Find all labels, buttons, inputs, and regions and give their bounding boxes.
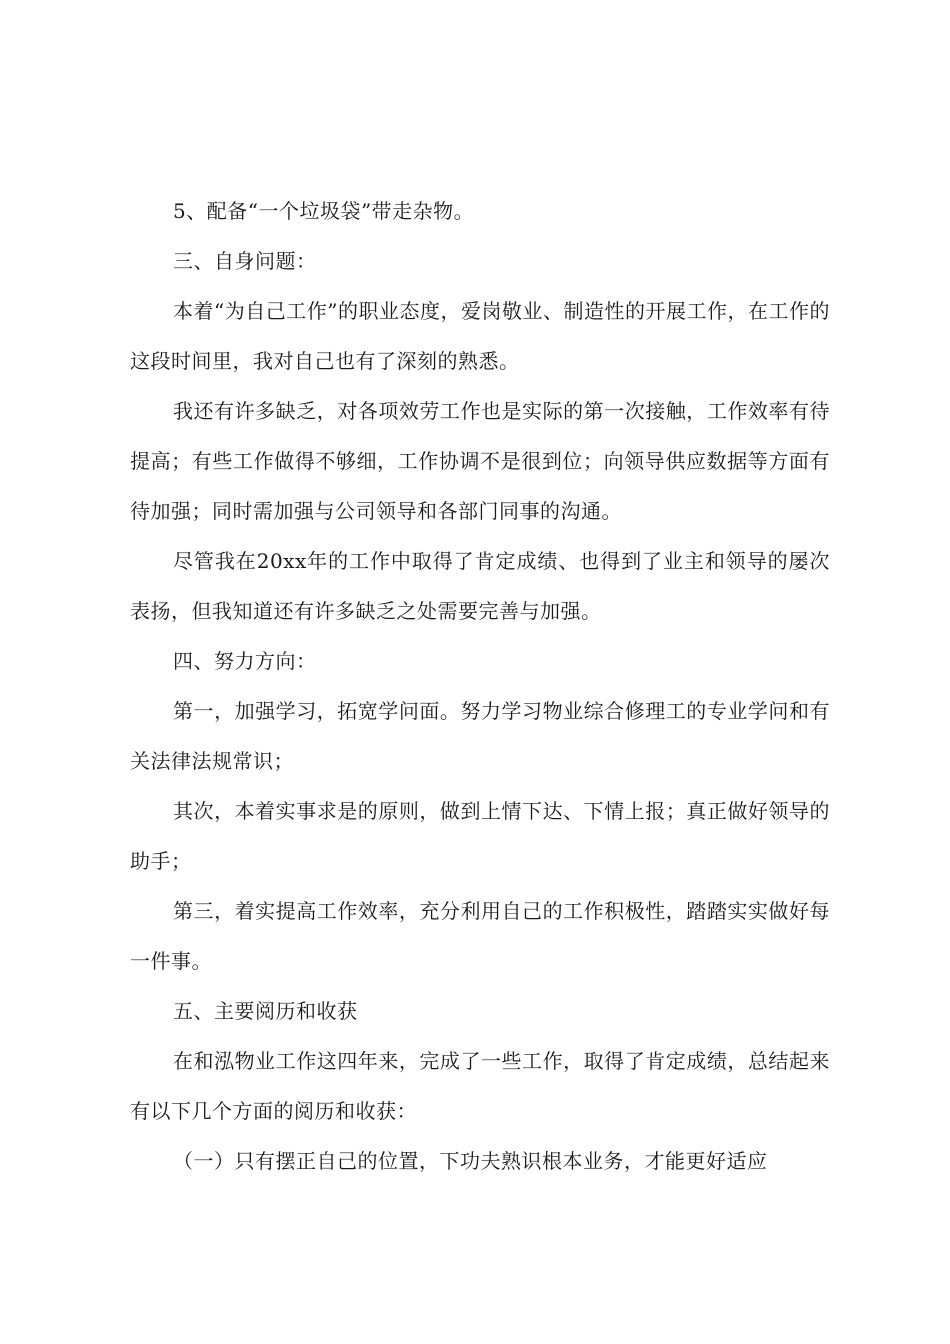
- section-heading-self-problems: 三、自身问题：: [173, 249, 317, 273]
- paragraph-item-5-garbage-bag: 5、配备“一个垃圾袋”带走杂物。: [173, 199, 475, 223]
- paragraph-second-principle: 其次，本着实事求是的原则，做到上情下达、下情上报；真正做好领导的助手；: [130, 799, 830, 873]
- section-heading-experience-gains: 五、主要阅历和收获: [173, 999, 358, 1023]
- paragraph-work-attitude: 本着“为自己工作”的职业态度，爱岗敬业、制造性的开展工作，在工作的这段时间里，我对自己也有了深刻的熟悉。: [130, 299, 830, 373]
- paragraph-four-years-summary: 在和泓物业工作这四年来，完成了一些工作，取得了肯定成绩，总结起来有以下几个方面的阅历和收获：: [130, 1049, 830, 1123]
- paragraph-achievements: 尽管我在20xx年的工作中取得了肯定成绩、也得到了业主和领导的屡次表扬，但我知道还有许多缺乏之处需要完善与加强。: [130, 549, 830, 623]
- paragraph-point-one: （一）只有摆正自己的位置，下功夫熟识根本业务，才能更好适应: [173, 1149, 768, 1173]
- paragraph-shortcomings: 我还有许多缺乏，对各项效劳工作也是实际的第一次接触，工作效率有待提高；有些工作做得不够细，工作协调不是很到位；向领导供应数据等方面有待加强；同时需加强与公司领导和各部门同事的沟通。: [130, 399, 830, 523]
- paragraph-first-study: 第一，加强学习，拓宽学问面。努力学习物业综合修理工的专业学问和有关法律法规常识；: [130, 699, 830, 773]
- document-body: [130, 186, 830, 1186]
- paragraph-third-efficiency: 第三，着实提高工作效率，充分利用自己的工作积极性，踏踏实实做好每一件事。: [130, 899, 830, 973]
- section-heading-effort-direction: 四、努力方向：: [173, 649, 317, 673]
